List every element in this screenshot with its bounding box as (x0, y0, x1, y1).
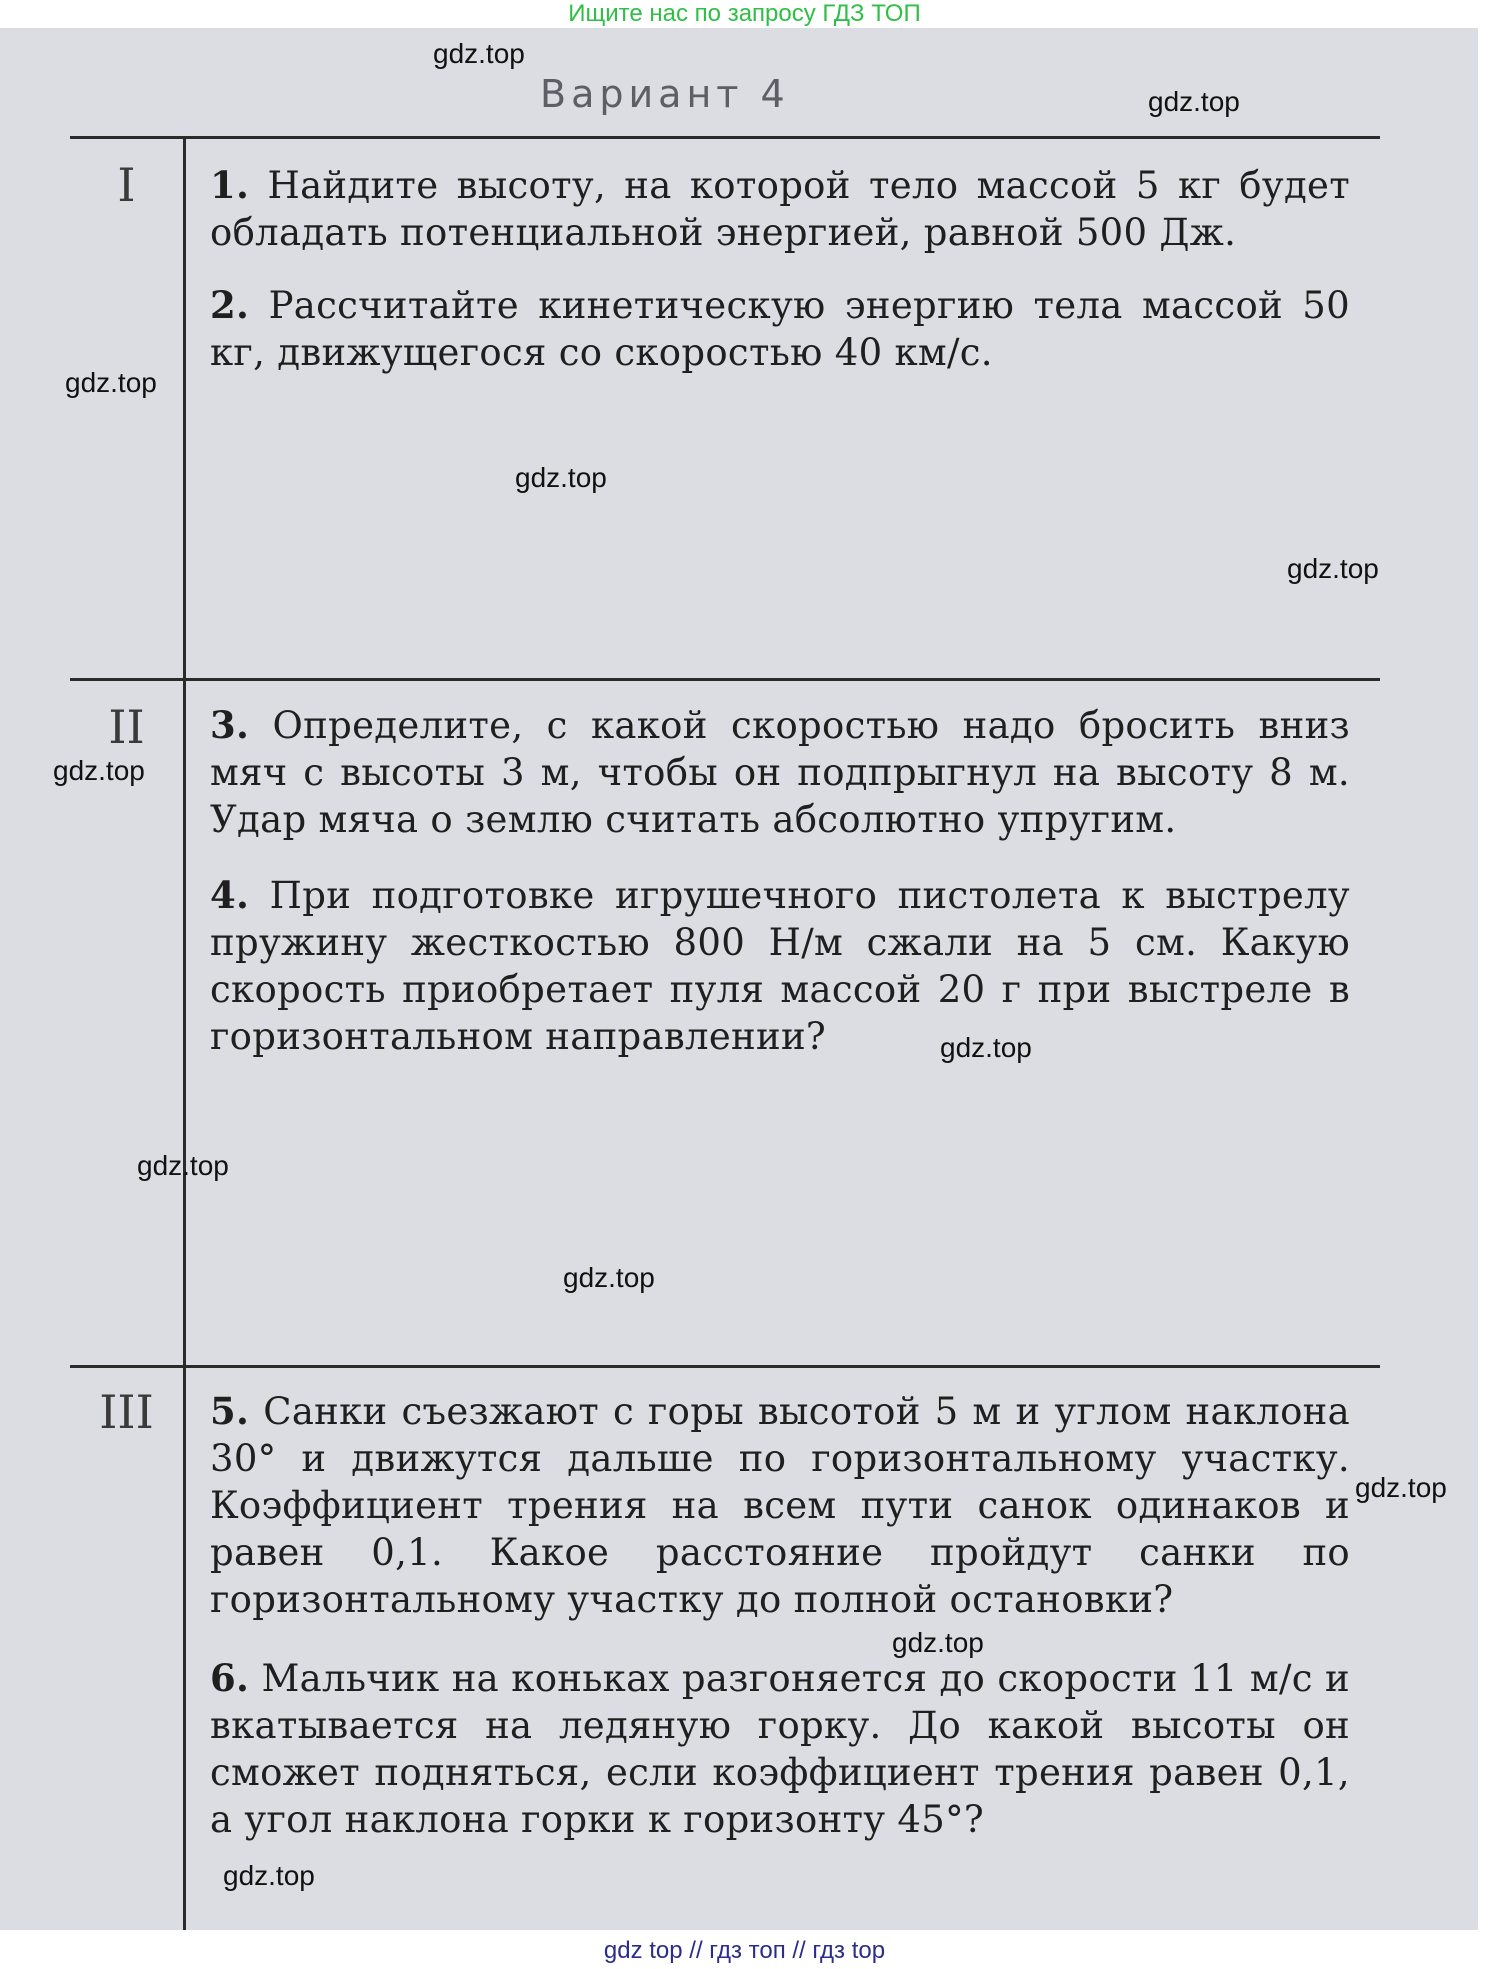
watermark: gdz.top (65, 367, 157, 398)
task-number: 2. (210, 283, 250, 327)
task-text: Санки съезжают с горы высотой 5 м и углом наклона 30° и движутся дальше по горизонтальному участку. Коэффициент трения на всем пути санок одинаков и равен 0,1. Какое расстояние пройдут санки по горизонтальному участку до полной остановки? (210, 1390, 1350, 1621)
task-text: Определите, с какой скоростью надо бросить вниз мяч с высоты 3 м, чтобы он подпрыгнул на высоту 8 м. Удар мяча о землю считать абсолютно упругим. (210, 704, 1351, 841)
watermark: gdz.top (515, 462, 607, 493)
level-label-3: III (99, 1385, 154, 1439)
watermark: gdz.top (223, 1860, 315, 1891)
task-text: Мальчик на коньках разгоняется до скорости 11 м/с и вкатывается на ледяную горку. До какой высоты он сможет подняться, если коэффициент трения равен 0,1, а угол наклона горки к горизонту 45°? (210, 1657, 1350, 1841)
task-5 (210, 1388, 1350, 1623)
top-banner[interactable]: Ищите нас по запросу ГДЗ ТОП (568, 0, 921, 27)
watermark: gdz.top (137, 1150, 229, 1181)
level-label-1: I (117, 158, 136, 212)
watermark: gdz.top (940, 1032, 1032, 1063)
task-4 (210, 872, 1350, 1060)
task-number: 4. (210, 873, 250, 917)
watermark: gdz.top (1287, 553, 1379, 584)
task-1 (210, 162, 1350, 256)
task-text: При подготовке игрушечного пистолета к выстрелу пружину жесткостью 800 Н/м сжали на 5 см. Какую скорость приобретает пуля массой 20 г при выстреле в горизонтальном направлении? (210, 874, 1351, 1058)
watermark: gdz.top (892, 1627, 984, 1658)
watermark: gdz.top (1355, 1472, 1447, 1503)
watermark: gdz.top (563, 1262, 655, 1293)
variant-title: Вариант 4 (540, 72, 790, 116)
section-divider-2 (70, 1365, 1380, 1368)
table-top-border (70, 136, 1380, 139)
section-divider-1 (70, 678, 1380, 681)
task-number: 6. (210, 1656, 250, 1700)
task-2 (210, 282, 1350, 376)
watermark: gdz.top (433, 38, 525, 69)
task-6 (210, 1655, 1350, 1843)
task-text: Рассчитайте кинетическую энергию тела массой 50 кг, движущегося со скоростью 40 км/с. (210, 284, 1350, 374)
watermark: gdz.top (1148, 86, 1240, 117)
task-number: 5. (210, 1389, 250, 1433)
bottom-banner[interactable]: gdz top // гдз топ // гдз top (603, 1937, 886, 1964)
level-label-2: II (108, 700, 145, 754)
task-text: Найдите высоту, на которой тело массой 5 кг будет обладать потенциальной энергией, равной 500 Дж. (210, 164, 1350, 254)
task-number: 1. (210, 163, 250, 207)
watermark: gdz.top (53, 755, 145, 786)
task-number: 3. (210, 703, 250, 747)
task-3 (210, 702, 1350, 843)
table-column-divider (183, 136, 186, 1930)
